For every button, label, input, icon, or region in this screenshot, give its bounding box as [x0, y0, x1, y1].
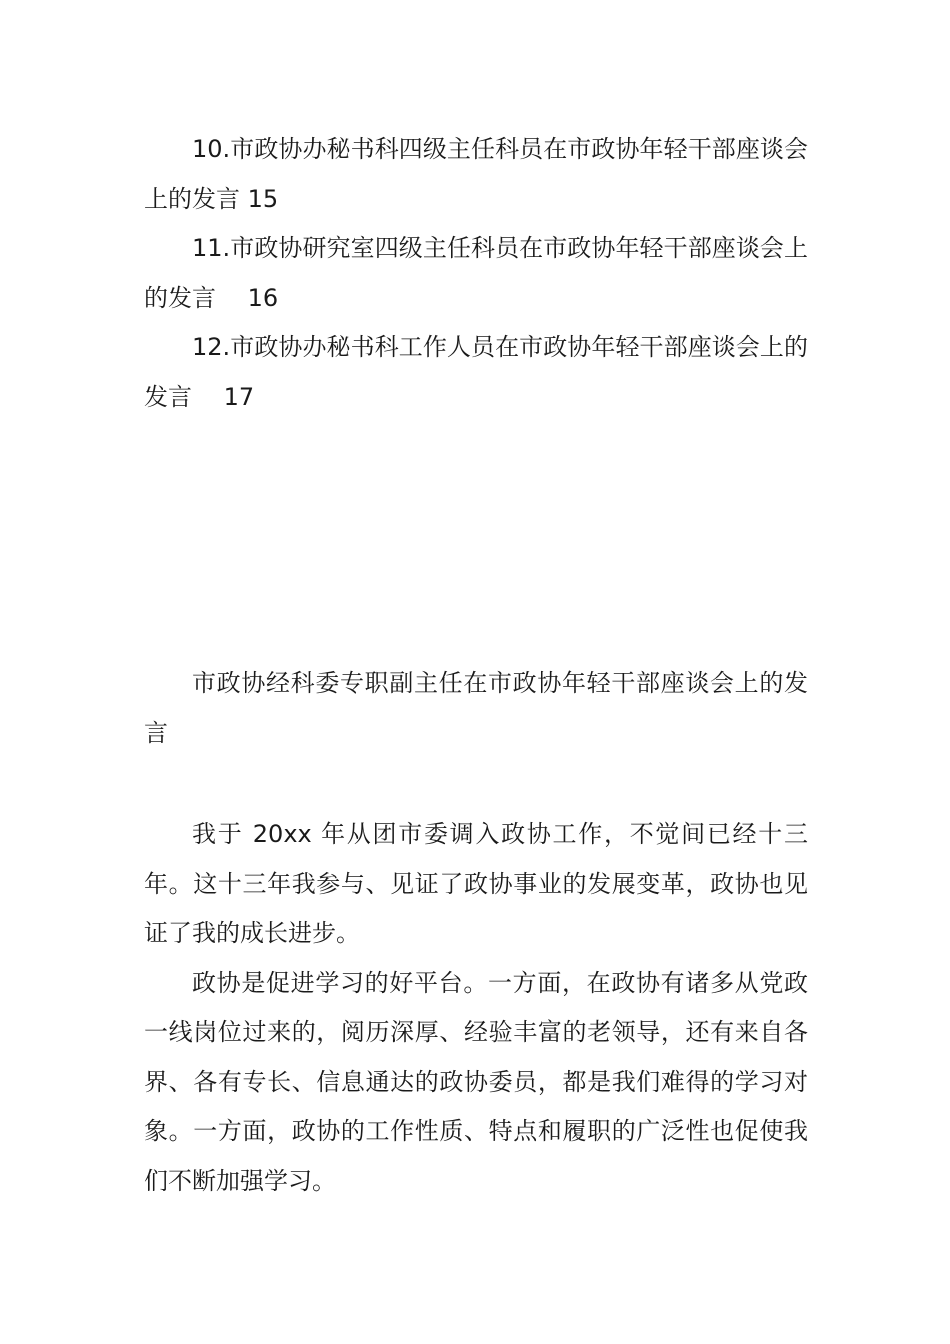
toc-item-10: 10.市政协办秘书科四级主任科员在市政协年轻干部座谈会上的发言 15 — [144, 135, 808, 213]
toc-item-12: 12.市政协办秘书科工作人员在市政协年轻干部座谈会上的发言 17 — [144, 333, 808, 411]
article-title: 市政协经科委专职副主任在市政协年轻干部座谈会上的发言 — [144, 669, 808, 747]
article-paragraph-1: 我于 20xx 年从团市委调入政协工作，不觉间已经十三年。这十三年我参与、见证了政协事业的发展变革，政协也见证了我的成长进步。 — [144, 820, 808, 947]
table-of-contents — [144, 125, 808, 422]
toc-item-11: 11.市政协研究室四级主任科员在市政协年轻干部座谈会上的发言 16 — [144, 234, 808, 312]
article-body — [144, 810, 808, 1206]
article-paragraph-2: 政协是促进学习的好平台。一方面，在政协有诸多从党政一线岗位过来的，阅历深厚、经验丰富的老领导，还有来自各界、各有专长、信息通达的政协委员，都是我们难得的学习对象。一方面，政协的工作性质、特点和履职的广泛性也促使我们不断加强学习。 — [144, 968, 808, 1195]
document-page — [144, 125, 808, 1206]
